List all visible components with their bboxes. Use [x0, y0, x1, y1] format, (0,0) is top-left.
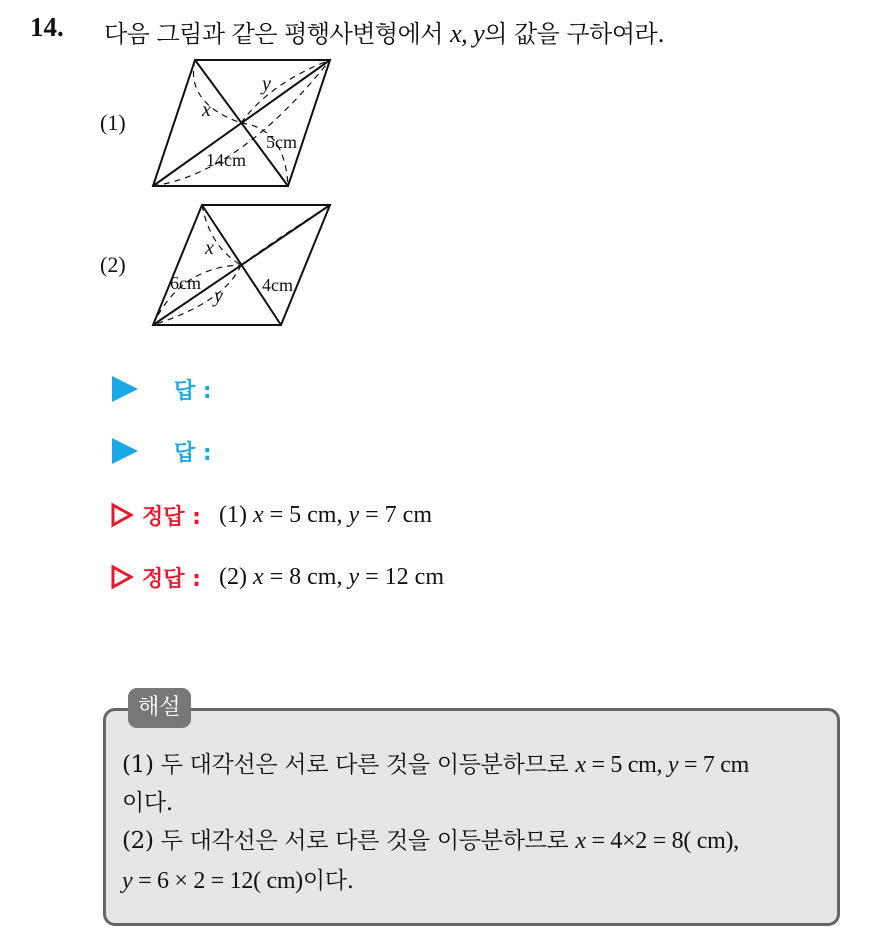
figure-2-label-6cm: 6cm: [170, 273, 201, 293]
figure-2-label-x: x: [205, 237, 214, 259]
correct-answer-text: [219, 502, 432, 529]
solution-line-4-math: y = 6 × 2 = 12( cm): [122, 868, 303, 894]
answer-var-x: x: [252, 563, 264, 590]
solution-line-1: [122, 746, 749, 779]
correct-answer-label: 정답 :: [142, 504, 201, 530]
solution-line-4-text: 이다.: [302, 868, 354, 894]
question-text: [104, 14, 664, 49]
question-text-after: 의 값을 구하여라.: [484, 20, 665, 48]
solution-line-4: [122, 862, 354, 895]
correct-answer-label: 정답 :: [142, 566, 201, 592]
question-vars: x, y: [450, 19, 485, 48]
red-triangle-icon: [110, 502, 134, 528]
solution-line-1-math: x = 5 cm, y = 7 cm: [575, 752, 750, 778]
figure-2-label-4cm: 4cm: [262, 275, 293, 295]
answer-label: 답 :: [174, 378, 212, 404]
answer-label: 답 :: [174, 440, 212, 466]
figure-1-parallelogram: [150, 58, 335, 190]
answer-var-x: x: [252, 501, 264, 528]
figure-1-label-y: y: [262, 73, 271, 95]
figure-1-label-14cm: 14cm: [206, 150, 246, 170]
correct-answer-num: (2): [218, 563, 247, 590]
figure-2-parallelogram: [150, 202, 335, 330]
correct-answer-row-1: [108, 498, 432, 532]
answer-row-blank-1: [108, 372, 212, 406]
figure-1-label-x: x: [202, 99, 211, 121]
solution-tag: 해설: [128, 688, 191, 728]
answer-val-y: = 7 cm: [365, 501, 432, 528]
solution-line-3-math: x = 4×2 = 8( cm),: [575, 828, 739, 854]
answer-row-blank-2: [108, 434, 212, 468]
question-text-before: 다음 그림과 같은 평행사변형에서: [104, 20, 451, 48]
solution-line-3: [122, 822, 739, 855]
question-number: 14.: [30, 12, 64, 42]
correct-answer-num: (1): [218, 501, 247, 528]
answer-val-x: = 8 cm,: [269, 563, 343, 590]
solution-line-1-text: (1) 두 대각선은 서로 다른 것을 이등분하므로: [122, 752, 576, 778]
correct-answer-text: [219, 564, 444, 591]
answer-var-y: y: [348, 501, 360, 528]
figure-2-label-y: y: [214, 285, 223, 307]
figure-1-label-5cm: 5cm: [266, 132, 297, 152]
solution-line-3-text: (2) 두 대각선은 서로 다른 것을 이등분하므로: [122, 828, 576, 854]
correct-answer-row-2: [108, 560, 444, 594]
answer-val-y: = 12 cm: [365, 563, 444, 590]
figure-2-label: (2): [100, 252, 126, 277]
answer-var-y: y: [348, 563, 360, 590]
figure-1-label: (1): [100, 110, 126, 135]
solution-line-2: 이다.: [122, 790, 173, 816]
answer-val-x: = 5 cm,: [269, 501, 343, 528]
blue-triangle-icon: [112, 376, 138, 402]
red-triangle-icon: [110, 564, 134, 590]
blue-triangle-icon: [112, 438, 138, 464]
